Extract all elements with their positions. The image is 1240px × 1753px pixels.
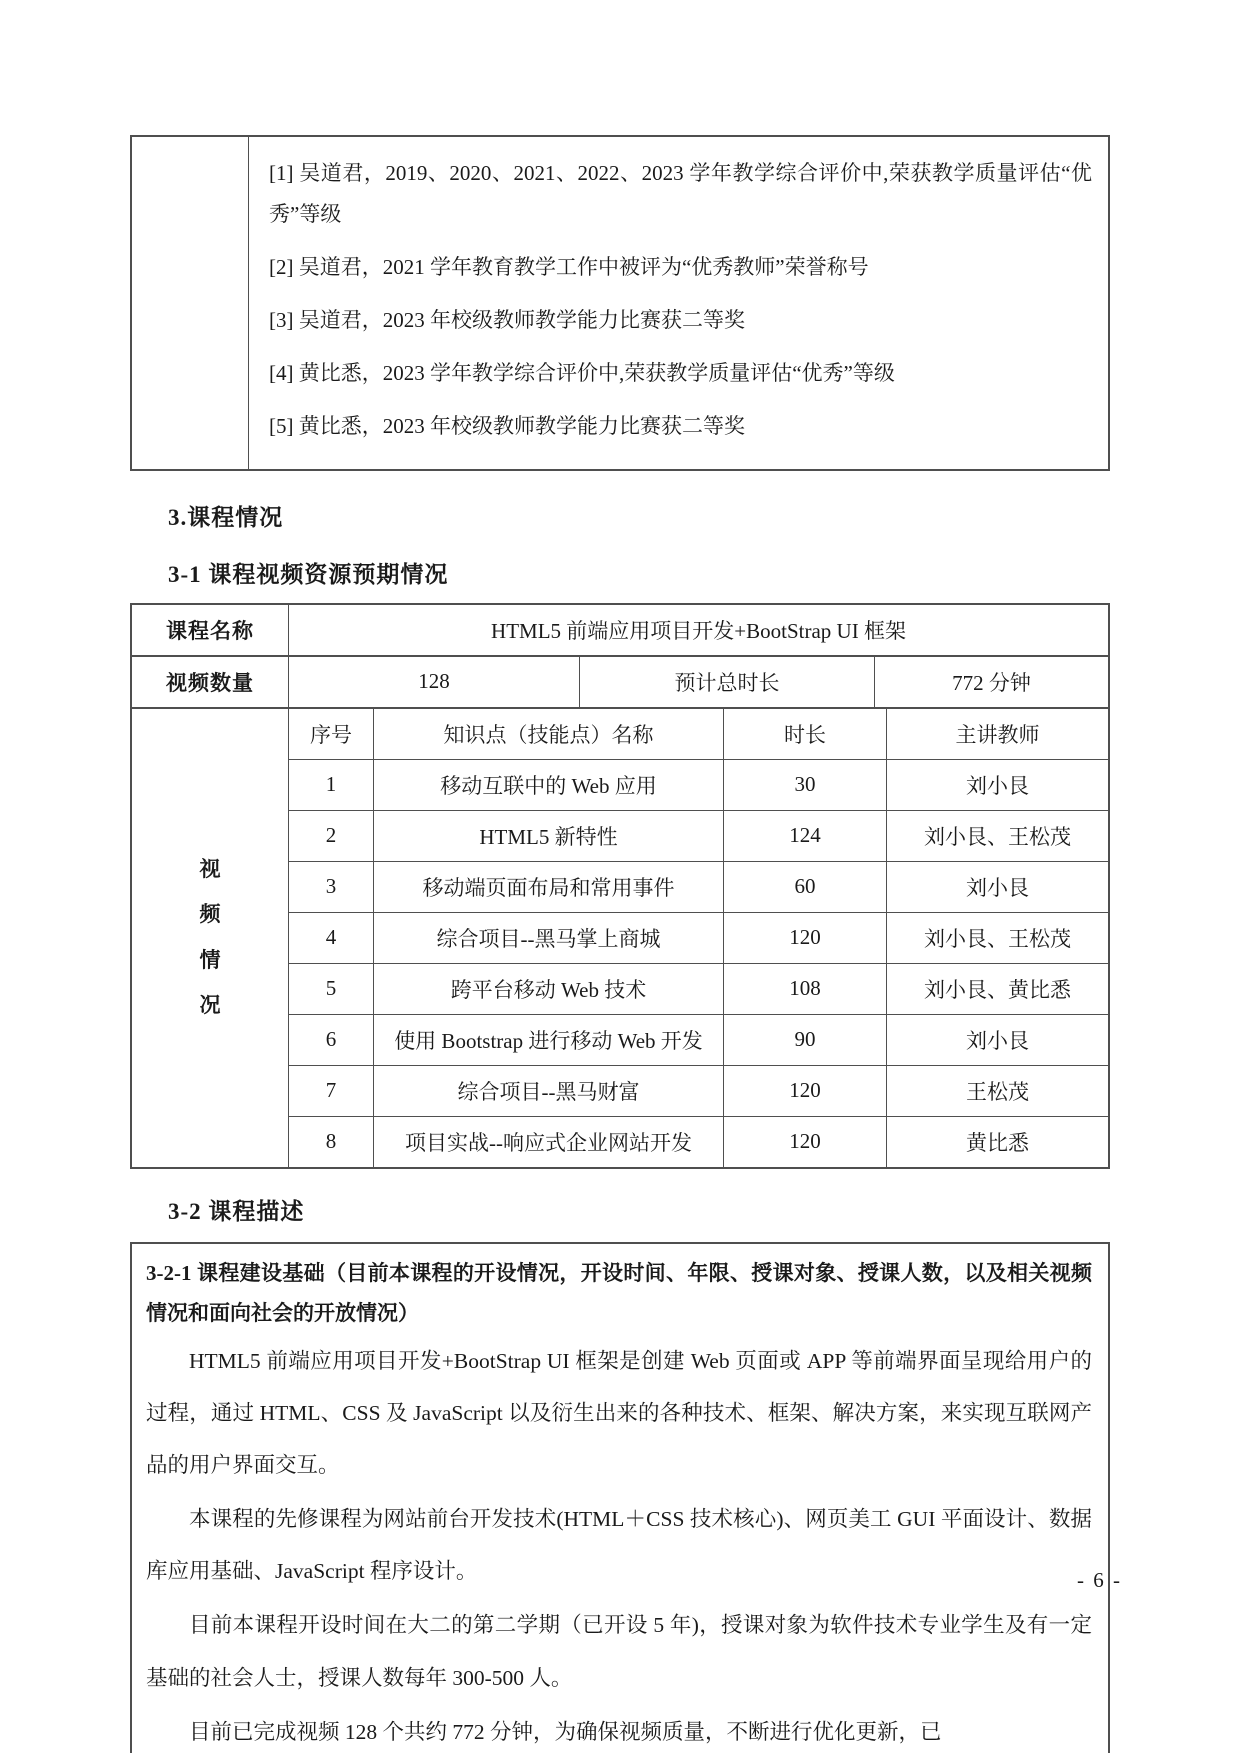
award-item-5: [5] 黄比悉，2023 年校级教师教学能力比赛获二等奖: [269, 413, 745, 438]
course-name-table: [132, 605, 1108, 655]
video-detail-section: [132, 707, 1108, 1167]
video-count-row: [132, 657, 1108, 707]
awards-list: [249, 137, 1108, 469]
row-teacher: 黄比悉: [887, 1116, 1109, 1167]
awards-continuation-table: [130, 135, 1110, 471]
row-name: 使用 Bootstrap 进行移动 Web 开发: [374, 1014, 724, 1065]
row-duration: 120: [724, 1116, 887, 1167]
row-no: 1: [289, 759, 374, 810]
row-duration: 30: [724, 759, 887, 810]
video-count-label: 视频数量: [132, 657, 289, 707]
total-duration-label: 预计总时长: [580, 657, 875, 707]
section-heading-course-description: 3-2 课程描述: [168, 1198, 305, 1224]
header-teacher: 主讲教师: [887, 709, 1109, 760]
section-heading-video-resources: 3-1 课程视频资源预期情况: [168, 561, 449, 587]
awards-table-empty-label-cell: [132, 137, 249, 469]
row-no: 7: [289, 1065, 374, 1116]
description-paragraph-1: HTML5 前端应用项目开发+BootStrap UI 框架是创建 Web 页面或 APP 等前端界面呈现给用户的过程，通过 HTML、CSS 及 JavaScript 以及衍生出来的各种技术、框架、解决方案，来实现互联网产品的用户界面交互。: [146, 1349, 1092, 1478]
total-duration-value: 772 分钟: [875, 657, 1109, 707]
course-description-box: [130, 1242, 1110, 1753]
row-no: 4: [289, 912, 374, 963]
video-detail-table: [132, 709, 1108, 1167]
description-box-title: 3-2-1 课程建设基础（目前本课程的开设情况，开设时间、年限、授课对象、授课人数，以及相关视频情况和面向社会的开放情况）: [146, 1260, 1092, 1325]
row-teacher: 王松茂: [887, 1065, 1109, 1116]
course-name-label: 课程名称: [132, 605, 289, 655]
video-count-table: [132, 657, 1108, 707]
award-item-4: [4] 黄比悉，2023 学年教学综合评价中,荣获教学质量评估“优秀”等级: [269, 360, 895, 385]
award-item-1: [1] 吴道君，2019、2020、2021、2022、2023 学年教学综合评价中,荣获教学质量评估“优秀”等级: [269, 161, 1092, 226]
row-name: 项目实战--响应式企业网站开发: [374, 1116, 724, 1167]
header-duration: 时长: [724, 709, 887, 760]
video-table-header-row: [132, 709, 1108, 760]
description-paragraph-3: 目前本课程开设时间在大二的第二学期（已开设 5 年)，授课对象为软件技术专业学生及有一定基础的社会人士，授课人数每年 300-500 人。: [146, 1613, 1092, 1690]
row-no: 8: [289, 1116, 374, 1167]
row-duration: 60: [724, 861, 887, 912]
row-teacher: 刘小艮: [887, 759, 1109, 810]
row-teacher: 刘小艮: [887, 861, 1109, 912]
row-teacher: 刘小艮、王松茂: [887, 810, 1109, 861]
header-no: 序号: [289, 709, 374, 760]
row-teacher: 刘小艮: [887, 1014, 1109, 1065]
row-no: 5: [289, 963, 374, 1014]
video-info-label-cell: [132, 709, 289, 1167]
row-duration: 90: [724, 1014, 887, 1065]
video-count-value: 128: [289, 657, 580, 707]
section-heading-course-info: 3.课程情况: [168, 504, 284, 530]
row-teacher: 刘小艮、王松茂: [887, 912, 1109, 963]
course-video-table: [130, 603, 1110, 1169]
description-paragraph-2: 本课程的先修课程为网站前台开发技术(HTML＋CSS 技术核心)、网页美工 GUI 平面设计、数据库应用基础、JavaScript 程序设计。: [146, 1507, 1092, 1584]
row-name: 综合项目--黑马掌上商城: [374, 912, 724, 963]
award-item-3: [3] 吴道君，2023 年校级教师教学能力比赛获二等奖: [269, 307, 745, 332]
row-teacher: 刘小艮、黄比悉: [887, 963, 1109, 1014]
row-duration: 108: [724, 963, 887, 1014]
row-name: 跨平台移动 Web 技术: [374, 963, 724, 1014]
row-duration: 120: [724, 1065, 887, 1116]
award-item-2: [2] 吴道君，2021 学年教育教学工作中被评为“优秀教师”荣誉称号: [269, 254, 869, 279]
row-name: 移动端页面布局和常用事件: [374, 861, 724, 912]
video-count-section: [132, 655, 1108, 707]
video-info-vertical-label: 视频情况: [199, 857, 221, 1017]
header-knowledge-point: 知识点（技能点）名称: [374, 709, 724, 760]
row-duration: 124: [724, 810, 887, 861]
course-name-section: [132, 605, 1108, 655]
row-name: 移动互联中的 Web 应用: [374, 759, 724, 810]
row-no: 2: [289, 810, 374, 861]
row-no: 3: [289, 861, 374, 912]
page-number: - 6 -: [1077, 1568, 1122, 1592]
row-no: 6: [289, 1014, 374, 1065]
row-duration: 120: [724, 912, 887, 963]
row-name: 综合项目--黑马财富: [374, 1065, 724, 1116]
course-name-value: HTML5 前端应用项目开发+BootStrap UI 框架: [289, 605, 1109, 655]
row-name: HTML5 新特性: [374, 810, 724, 861]
course-name-row: [132, 605, 1108, 655]
description-paragraph-4: 目前已完成视频 128 个共约 772 分钟，为确保视频质量，不断进行优化更新，已: [189, 1719, 942, 1744]
page-content: [130, 0, 1110, 1753]
